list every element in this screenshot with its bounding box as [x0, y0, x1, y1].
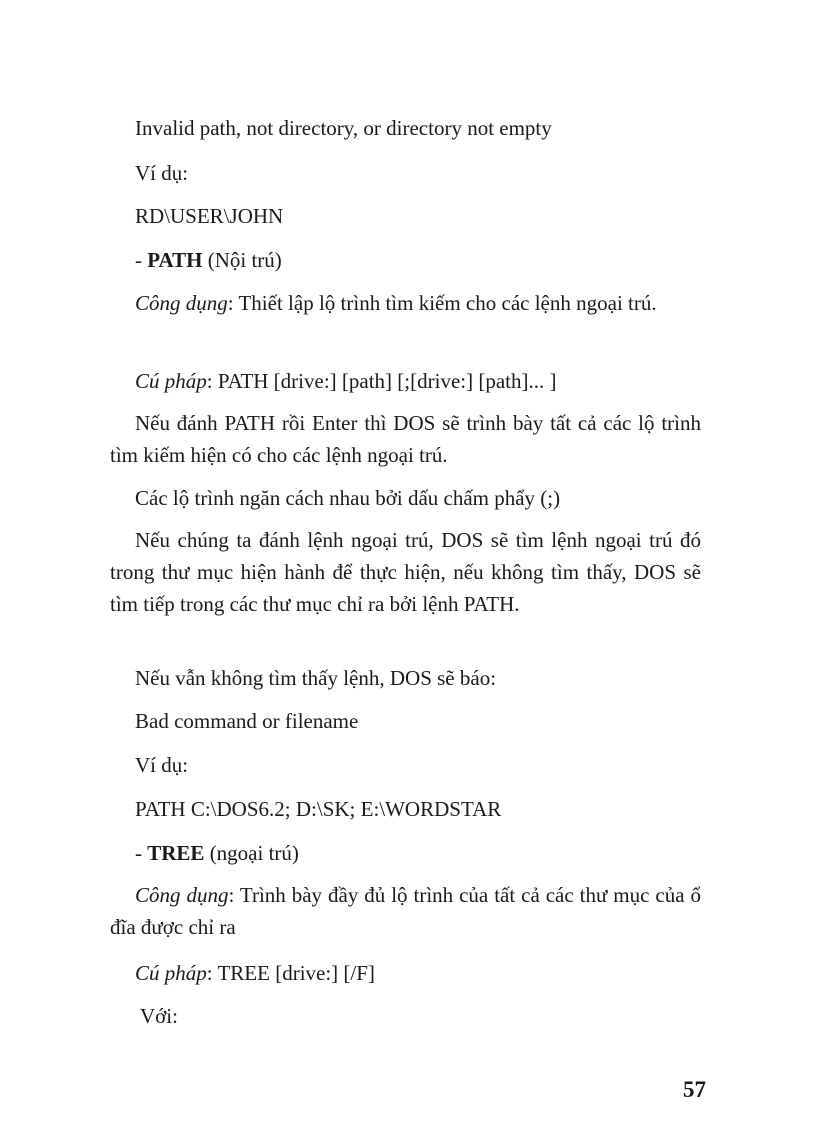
syntax-text: : TREE [drive:] [/F]: [206, 961, 375, 985]
heading-dash: -: [135, 841, 148, 865]
usage-label: Công dụng: [135, 883, 229, 907]
tree-command-name: TREE: [147, 841, 205, 865]
heading-dash: -: [135, 248, 148, 272]
paragraph-separator: Các lộ trình ngăn cách nhau bởi dấu chấm phẩy (;): [135, 486, 561, 510]
paragraph-not-found: Nếu vẫn không tìm thấy lệnh, DOS sẽ báo:: [135, 666, 497, 690]
usage-text: : Thiết lập lộ trình tìm kiếm cho các lệnh ngoại trú.: [227, 291, 657, 315]
path-heading-note: (Nội trú): [202, 248, 282, 272]
example-path-command: PATH C:\DOS6.2; D:\SK; E:\WORDSTAR: [135, 797, 502, 821]
paragraph-search-order: Nếu chúng ta đánh lệnh ngoại trú, DOS sẽ tìm lệnh ngoại trú đó trong thư mục hiện hành để thực hiện, nếu không tìm thấy, DOS sẽ tìm tiếp trong các thư mục chỉ ra bởi lệnh PATH.: [110, 528, 701, 616]
tree-syntax: [135, 960, 375, 986]
tree-heading-note: (ngoại trú): [204, 841, 299, 865]
example-label: Ví dụ:: [135, 161, 189, 185]
path-command-name: PATH: [147, 248, 203, 272]
tree-usage: [110, 879, 701, 943]
page-number: 57: [683, 1077, 706, 1102]
example-command: RD\USER\JOHN: [135, 204, 284, 228]
syntax-text: : PATH [drive:] [path] [;[drive:] [path]... ]: [206, 369, 557, 393]
with-label: Với:: [140, 1004, 178, 1028]
path-usage: [110, 287, 701, 319]
paragraph-path-enter: Nếu đánh PATH rồi Enter thì DOS sẽ trình bày tất cả các lộ trình tìm kiếm hiện có cho các lệnh ngoại trú.: [110, 411, 701, 467]
usage-label: Công dụng: [135, 291, 228, 315]
error-message: Invalid path, not directory, or directory not empty: [135, 116, 552, 140]
tree-heading: [135, 840, 299, 866]
syntax-label: Cú pháp: [135, 961, 207, 985]
example-label-2: Ví dụ:: [135, 753, 189, 777]
usage-text: : Trình bày đầy đủ lộ trình của tất cả các thư mục của ổ đĩa được chỉ ra: [110, 883, 701, 939]
bad-command-message: Bad command or filename: [135, 709, 359, 733]
path-heading: [135, 247, 282, 273]
path-syntax: [135, 368, 556, 394]
syntax-label: Cú pháp: [135, 369, 207, 393]
